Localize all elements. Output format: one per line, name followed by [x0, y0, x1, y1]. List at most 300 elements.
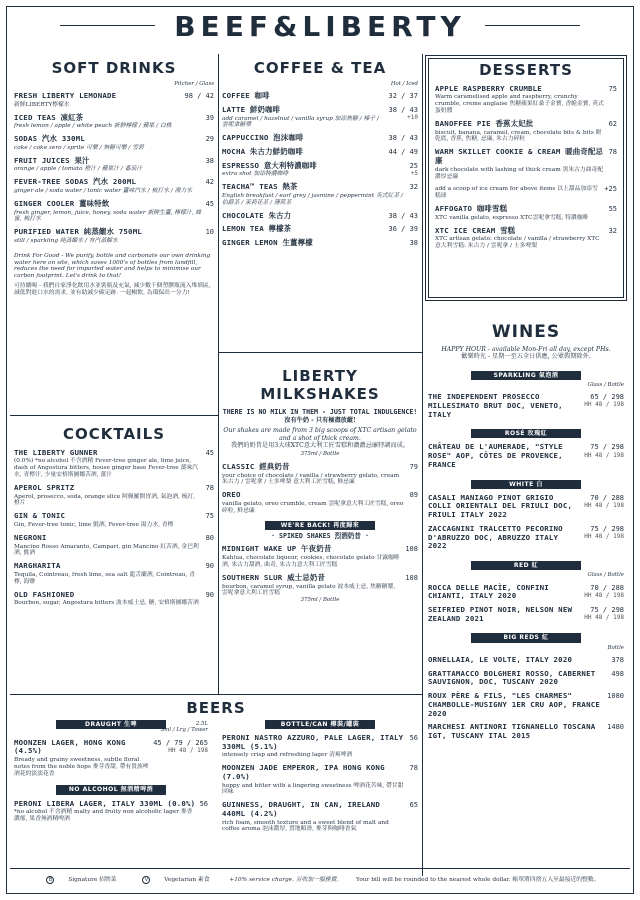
draught-size-header: 2.5L: [195, 720, 208, 727]
signature-legend: Signature 招牌菜: [68, 877, 117, 883]
price-extra: +10: [407, 114, 418, 122]
milkshake-tagline-zh: 沒有牛奶 - 只有極盡放縱!: [284, 417, 356, 425]
item-price: [410, 801, 418, 833]
section-title: BEERS: [186, 699, 246, 717]
menu-item: [222, 134, 418, 143]
item-price: [609, 205, 617, 222]
item-name: PURIFIED WATER 純蒸餾水 750ML: [14, 227, 143, 237]
menu-item: [14, 135, 214, 152]
menu-item: [222, 574, 418, 597]
item-name: OREO: [222, 490, 241, 500]
item-description: Mancino Rosso Amaranto, Campari, gin Mancino 紅苦酒, 金巴利酒, 氈酒: [14, 543, 199, 557]
menu-item: [435, 227, 617, 250]
price-value: 78: [205, 483, 214, 492]
item-name: SEIFRIED PINOT NOIR, NELSON NEW ZEALAND 2021: [428, 605, 573, 623]
happy-hour-price: HH 48 / 198: [584, 401, 624, 409]
menu-item: [222, 734, 418, 759]
item-name: MARCHESI ANTINORI TIGNANELLO TOSCANA IGT, TUSCANY ITAL 2015: [428, 722, 596, 741]
item-name: LATTE 鮮奶咖啡: [222, 104, 281, 114]
happy-hour-note-zh: 歡樂時光 - 星期一至五全日供應, 公眾假期除外.: [461, 353, 591, 361]
item-name: GUINNESS, DRAUGHT, IN CAN, IRELAND 440ML (4.2%): [222, 800, 381, 818]
item-details: [428, 656, 611, 665]
divider: [10, 868, 630, 869]
menu-item: [14, 178, 214, 195]
item-name-zh: 新鮮LIBERTY檸檬水: [14, 101, 70, 108]
section-title: WINES: [491, 322, 561, 342]
item-description: XTC vanilla gelato, espresso XTC雲呢拿雪糕, 特濃咖啡: [435, 214, 589, 221]
item-price: [388, 92, 418, 101]
wine-item: [428, 494, 624, 520]
item-details: [428, 525, 584, 551]
item-description: still / sparkling 純蒸餾水 / 有汽蒸餾水: [14, 238, 118, 244]
item-description: biscuit, banana, caramel, cream, chocolate bits & bits 餅乾底, 香蕉, 焦糖, 忌廉, 朱古力碎粒: [435, 129, 602, 143]
item-price: [206, 178, 214, 195]
wine-category-band: SPARKLING 氣泡酒: [471, 371, 581, 380]
menu-item: [14, 534, 214, 557]
divider: [10, 694, 422, 695]
item-description: add caramel / hazelnut / vanilla syrup 加添焦糖 / 榛子 / 雲呢拿糖漿: [222, 115, 379, 129]
menu-item: [14, 800, 208, 823]
bottle-band: BOTTLE/CAN 樽裝/罐裝: [265, 720, 375, 729]
item-price: [410, 491, 418, 514]
item-price: [206, 200, 214, 223]
item-details: [14, 534, 206, 557]
menu-item: [14, 157, 214, 174]
milkshake-description: Our shakes are made from 3 big scoops of XTC artisan gelato and a shot of thick cream.: [223, 427, 417, 442]
bottle-column: [222, 720, 418, 834]
price-value: 89: [409, 491, 418, 500]
item-description: extra shot 加添特濃咖啡: [222, 171, 289, 178]
item-price: [584, 606, 624, 623]
price-value: 70 / 288: [590, 583, 624, 592]
brand-logo: BEEF&LIBERTY: [0, 10, 640, 43]
price-value: 62: [608, 119, 617, 128]
price-value: 1080: [607, 692, 624, 701]
item-description: vanilla gelato, oreo crumble, cream 雲呢拿意大利工匠雪糕, oreo碎粒, 鮮忌廉: [222, 500, 404, 514]
item-details: [14, 512, 206, 529]
price-value: 65: [409, 801, 418, 810]
item-name: GINGER LEMON 生薑檸檬: [222, 238, 313, 248]
wines-section: [428, 322, 624, 741]
wine-column-header: Glass / Bottle: [587, 572, 624, 579]
item-details: [14, 484, 206, 507]
item-price: [604, 185, 617, 200]
item-price: [206, 157, 214, 174]
price-value: 65 / 298: [590, 393, 624, 402]
section-title: COFFEE & TEA: [253, 59, 387, 77]
wine-category-band: WHITE 白: [471, 480, 581, 489]
item-details: [222, 574, 405, 597]
price-value: 90: [205, 590, 214, 599]
item-price: [206, 135, 214, 152]
sustainability-note: Drink For Good - We purify, bottle and carbonate our own drinking water here on site, which saves 1000's of bottles from landfill, reduces the need for imported water and helps to minimise our carbon footprint. Let's drink to that!: [14, 252, 211, 280]
price-value: 56: [409, 733, 418, 742]
menu-item: [14, 562, 214, 585]
item-name: ZACCAGNINI TRALCETTO PECORINO D'ABRUZZO DOC, ABRUZZO ITALY 2022: [428, 523, 563, 551]
price-value: 378: [611, 655, 624, 664]
item-name: CAPPUCCINO 泡沫咖啡: [222, 133, 304, 143]
price-value: 44 / 49: [388, 147, 418, 156]
price-value: 75: [608, 84, 617, 93]
item-price: [609, 120, 617, 143]
item-price: [153, 739, 208, 778]
milkshakes-section: [222, 368, 418, 604]
item-price: [388, 148, 418, 157]
item-details: [14, 591, 206, 608]
price-value: 45: [205, 199, 214, 208]
item-price: [206, 114, 214, 131]
item-name: PERONI LIBERA LAGER, ITALY 330ML (0.0%): [14, 798, 196, 808]
item-details: [14, 178, 206, 195]
price-value: 108: [405, 545, 418, 554]
menu-item: [14, 512, 214, 529]
item-name: ESPRESSO 意大利特濃咖啡: [222, 160, 317, 170]
divider: [218, 352, 422, 353]
divider: [218, 54, 219, 694]
draught-column-header: Sml / Lrg / Tower: [160, 727, 208, 734]
milkshake-description-zh: 我們的奶昔是用3大球XTC意大利工匠雪糕和濃濃忌廉特調而成。: [230, 442, 410, 450]
item-price: [388, 106, 418, 129]
item-name: AFFOGATO 咖啡雪糕: [435, 204, 508, 214]
item-description: (0.0%) *no alcohol 不含酒精 Fever-tree ginger ale, lime juice, dash of Angostura bitters, house ginger base Fever-tree 薑味汽水, 青檸汁, 少量安格斯圖娜苦酒, 薑汁: [14, 458, 198, 479]
price-value: 38 / 43: [388, 105, 418, 114]
wine-column-header: Bottle: [607, 644, 624, 651]
item-description: XTC artisan gelato: chocolate / vanilla / strawberry XTC意大利雪糕: 朱古力 / 雲呢拿 / 士多啤梨: [435, 236, 600, 250]
item-details: [222, 491, 410, 514]
rounding-note: Your bill will be rounded to the nearest whole dollar. 帳單將四捨五入至最接近的整數。: [356, 877, 600, 883]
item-name: FRUIT JUICES 果汁: [14, 155, 90, 165]
item-name: FEVER-TREE SODAS 汽水 200ML: [14, 177, 137, 187]
item-name: GINGER COOLER 薑味特飲: [14, 198, 110, 208]
item-description: Tequila, Cointreau, fresh lime, sea salt 龍舌蘭酒, Cointreau, 青檸, 海鹽: [14, 571, 196, 585]
item-name: TEACHA™ TEAS 熱茶: [222, 182, 298, 192]
item-description: ginger ale / soda water / tonic water 薑味汽水 / 梳打水 / 湯力水: [14, 188, 193, 195]
price-value: 10: [205, 228, 214, 237]
item-details: [428, 584, 584, 601]
item-price: [584, 494, 624, 520]
item-description: Bourbon, sugar, Angostura bitters 波本威士忌, 糖, 安格斯圖娜苦酒: [14, 600, 199, 607]
vegetarian-legend: Vegetarian 素食: [164, 877, 210, 883]
price-value: 32: [608, 226, 617, 235]
price-value: 38 / 43: [388, 134, 418, 143]
menu-item: [14, 228, 214, 245]
item-details: [222, 212, 388, 221]
milkshake-size: 375ml / Bottle: [300, 451, 340, 458]
spiked-shakes-heading: · SPIKED SHAKES 烈酒奶昔 ·: [271, 531, 369, 540]
menu-item: [222, 545, 418, 568]
item-details: [14, 800, 200, 823]
item-name: ORNELLAIA, LE VOLTE, ITALY 2020: [428, 654, 573, 664]
draught-band: DRAUGHT 生啤: [56, 720, 166, 729]
section-title: SOFT DRINKS: [51, 59, 177, 77]
happy-hour-note: HAPPY HOUR - available Mon-Fri all day, except PHs.: [441, 346, 611, 354]
wine-category-band: ROSÉ 玫瑰紅: [471, 429, 581, 438]
price-value: 79: [409, 462, 418, 471]
item-details: [428, 606, 584, 623]
item-details: [222, 162, 410, 179]
column-header: Hot / Iced: [390, 80, 418, 87]
item-price: [200, 800, 208, 823]
menu-item: [222, 183, 418, 206]
item-name: CLASSIC 經典奶昔: [222, 461, 290, 471]
item-details: [428, 692, 607, 718]
item-price: [609, 85, 617, 115]
price-value: 42: [205, 178, 214, 187]
wine-column-header: Glass / Bottle: [587, 381, 624, 388]
item-details: [14, 449, 206, 479]
menu-item: [435, 85, 617, 115]
item-details: [222, 92, 388, 101]
price-value: 56: [199, 799, 208, 808]
item-name: XTC ICE CREAM 雪糕: [435, 225, 516, 235]
item-details: [14, 92, 184, 109]
item-name: MOONZEN LAGER, HONG KONG (4.5%): [14, 737, 126, 756]
price-value: 98 / 42: [184, 92, 214, 101]
price-value: 25: [409, 161, 418, 170]
cocktails-section: [14, 426, 214, 607]
item-details: [222, 545, 405, 568]
item-price: [584, 443, 624, 469]
menu-item: [222, 212, 418, 221]
price-value: 75 / 298: [590, 524, 624, 533]
menu-item: [222, 225, 418, 234]
item-description: Aperol, prosecco, soda, orange slice 阿佩羅開胃酒, 氣泡酒, 梳打, 橙片: [14, 493, 196, 507]
price-value: 75 / 298: [590, 606, 624, 615]
happy-hour-price: HH 48 / 198: [584, 614, 624, 622]
item-price: [584, 525, 624, 551]
desserts-section: [428, 58, 624, 298]
item-price: [410, 239, 418, 248]
item-details: [222, 801, 410, 833]
item-description: hoppy and bitter with a lingering sweetness 啤酒花苦味, 帶甘甜回味: [222, 782, 404, 796]
item-name: THE INDEPENDENT PROSECCO MILLESIMATO BRUT DOC, VENETO, ITALY: [428, 392, 563, 419]
item-details: [435, 148, 609, 180]
item-name: WARM SKILLET COOKIE & CREAM 暖曲奇配忌廉: [435, 147, 604, 166]
draught-column: [14, 720, 208, 834]
menu-item: [222, 92, 418, 101]
item-name: NEGRONI: [14, 532, 47, 542]
item-price: [206, 562, 214, 585]
item-details: [435, 227, 609, 250]
item-price: [388, 225, 418, 234]
column-header: Pitcher / Glass: [174, 80, 214, 87]
item-name: ICED TEAS 凍紅茶: [14, 112, 84, 122]
item-name: MIDNIGHT WAKE UP 午夜奶昔: [222, 544, 332, 554]
menu-item: [14, 484, 214, 507]
item-name: ROUX PÈRE & FILS, "LES CHARMES" CHAMBOLLE-MUSIGNY 1ER CRU AOP, FRANCE 2020: [428, 691, 601, 718]
price-extra: +5: [410, 169, 418, 177]
item-details: [222, 183, 410, 206]
item-details: [222, 764, 410, 796]
item-name: GIN & TONIC: [14, 511, 66, 521]
item-name: PERONI NASTRO AZZURO, PALE LAGER, ITALY 330ML (5.1%): [222, 732, 404, 751]
section-title: LIBERTY MILKSHAKES: [260, 367, 380, 403]
item-description: intensely crisp and refreshing lager 清爽啤酒: [222, 752, 353, 759]
item-name: APEROL SPRITZ: [14, 482, 75, 492]
milkshake-tagline: THERE IS NO MILK IN THEM - JUST TOTAL INDULGENCE!: [222, 408, 418, 417]
beers-section: [14, 700, 418, 833]
price-value: 32: [409, 183, 418, 192]
wine-item: [428, 393, 624, 419]
item-description: orange / apple / tomato 橙汁 / 蘋果汁 / 番茄汁: [14, 166, 143, 173]
item-details: [222, 148, 388, 157]
item-name: SODAS 汽水 330ML: [14, 134, 85, 144]
item-description: dark chocolate with lashing of thick cream 黑朱古力曲奇配濃厚忌廉: [435, 166, 604, 180]
item-details: [222, 225, 388, 234]
item-details: [14, 228, 206, 245]
no-alcohol-band: NO ALCOHOL 無酒精啤酒: [56, 785, 166, 794]
menu-item: [222, 463, 418, 486]
menu-item: [14, 449, 214, 479]
item-description: *no alcohol 不含酒精 malty and fruity non alcoholic lager 麥香濃郁, 果香無酒精啤酒: [14, 809, 193, 823]
menu-item: [435, 185, 617, 200]
item-details: [14, 562, 206, 585]
item-description: Warm caramelised apple and raspberry, crunchy crumble, creme anglaise 焦糖蘋果紅桑子金寶, 香脆金寶, 英式蛋奶醬: [435, 94, 604, 115]
happy-hour-price: HH 48 / 198: [584, 501, 624, 509]
price-value: 32 / 37: [388, 92, 418, 101]
item-name: MOCHA 朱古力鮮奶咖啡: [222, 146, 304, 156]
menu-item: [435, 205, 617, 222]
item-description: Bready and grainy sweetness, subtle floral notes from the noble hops 麥芽香甜, 帶有貴族啤酒花的淡淡花香: [14, 756, 149, 777]
item-description: fresh ginger, lemon, juice, honey, soda water 新鮮生薑, 檸檬汁, 蜂蜜, 梳打水: [14, 209, 202, 223]
menu-item: [435, 120, 617, 143]
section-title: DESSERTS: [479, 61, 573, 79]
item-name: BANOFFEE PIE 香蕉太妃批: [435, 118, 534, 128]
price-value: 1480: [607, 723, 624, 732]
item-description: your choice of chocolate / vanilla / strawberry gelato, cream 朱古力 / 雲呢拿 / 士多啤梨 意大利工匠雪糕, 鮮忌廉: [222, 472, 400, 486]
price-value: 80: [205, 533, 214, 542]
wine-item: [428, 723, 624, 740]
item-name: FRESH LIBERTY LEMONADE: [14, 91, 117, 101]
wine-category-band: BIG REDS 紅: [471, 633, 581, 642]
item-name: COFFEE 咖啡: [222, 91, 270, 101]
item-name: GRATTAMACCO BOLGHERI ROSSO, CABERNET SAUVIGNON, DOC, TUSCANY 2020: [428, 668, 596, 687]
item-price: [405, 574, 418, 597]
happy-hour-price: HH 48 / 198: [584, 533, 624, 541]
item-price: [584, 393, 624, 419]
price-value: 36 / 39: [388, 225, 418, 234]
happy-hour-price: HH 48 / 198: [584, 591, 624, 599]
price-value: 75: [205, 512, 214, 521]
menu-item: [222, 162, 418, 179]
item-name: CASALI MANIAGO PINOT GRIGIO COLLI ORIENTALI DEL FRIULI DOC, FRIULI ITALY 2022: [428, 492, 573, 520]
item-name: SOUTHERN SLUR 威士忌奶昔: [222, 572, 326, 582]
item-details: [428, 670, 611, 687]
wine-item: [428, 656, 624, 665]
price-value: 78: [409, 764, 418, 773]
wine-item: [428, 443, 624, 469]
item-price: [184, 92, 214, 109]
menu-item: [435, 148, 617, 180]
item-details: [14, 157, 206, 174]
section-title: COCKTAILS: [62, 425, 165, 443]
item-details: [222, 134, 388, 143]
item-name: ROCCA DELLE MACÌE, CONFINI CHIANTI, ITALY 2020: [428, 582, 549, 601]
wine-item: [428, 584, 624, 601]
price-value: 90: [205, 562, 214, 571]
service-charge-note: +10% service charge. 另收加一服務費。: [229, 877, 343, 883]
footer: [0, 876, 640, 884]
spiked-size: 375ml / Bottle: [300, 597, 340, 604]
item-price: [206, 484, 214, 507]
item-price: [405, 545, 418, 568]
item-name: MOONZEN JADE EMPEROR, IPA HONG KONG (7.0%): [222, 763, 385, 781]
item-price: [607, 723, 624, 740]
signature-icon: B: [46, 876, 54, 884]
price-value: 38: [409, 239, 418, 248]
item-details: [14, 739, 153, 778]
item-details: [435, 85, 609, 115]
menu-item: [222, 491, 418, 514]
item-description: bourbon, caramel syrup, vanilla gelato 波本威士忌, 焦糖糖漿, 雲呢拿意大利工匠雪糕: [222, 583, 396, 597]
item-price: [388, 134, 418, 143]
price-value: 75 / 298: [590, 443, 624, 452]
item-name: MARGHARITA: [14, 561, 61, 571]
menu-item: [222, 764, 418, 796]
price-value: 38 / 43: [388, 211, 418, 220]
price-value: 45: [205, 448, 214, 457]
menu-item: [14, 92, 214, 109]
menu-item: [14, 591, 214, 608]
menu-item: [222, 239, 418, 248]
wine-category-band: RED 紅: [471, 561, 581, 570]
price-value: 70 / 288: [590, 493, 624, 502]
item-price: [611, 656, 624, 665]
item-price: [206, 534, 214, 557]
item-name: CHOCOLATE 朱古力: [222, 210, 292, 220]
item-price: [206, 591, 214, 608]
item-details: [14, 200, 206, 223]
item-price: [609, 227, 617, 250]
price-value: 55: [608, 205, 617, 214]
item-details: [428, 494, 584, 520]
item-price: [206, 512, 214, 529]
menu-item: [14, 200, 214, 223]
item-price: [206, 449, 214, 479]
price-value: 498: [611, 669, 624, 678]
item-description: English breakfast / earl grey / jasmine / peppermint 英式紅茶 / 伯爵茶 / 茉莉花茶 / 薄荷茶: [222, 192, 403, 206]
menu-item: [222, 801, 418, 833]
sustainability-note-zh: 可持續喝 - 我們自家淨化飲用水並裝瓶及充氣, 減少數千個塑膠瓶流入堆填區, 減低對進口水的需求, 並有助減少碳足跡. 一起暢飲, 為環保出一分力!: [14, 283, 211, 296]
price-value: 78: [608, 148, 617, 157]
item-details: [435, 205, 609, 222]
price-value: 108: [405, 573, 418, 582]
item-details: [222, 239, 410, 248]
menu-item: [14, 739, 208, 778]
price-value: 45 / 79 / 265: [153, 738, 208, 747]
wine-item: [428, 670, 624, 687]
item-details: [14, 135, 206, 152]
price-value: 29: [205, 135, 214, 144]
item-price: [388, 212, 418, 221]
menu-item: [14, 114, 214, 131]
wine-item: [428, 692, 624, 718]
item-name: THE LIBERTY GUNNER: [14, 447, 98, 457]
item-details: [222, 734, 410, 759]
item-description: rich foam, smooth texture and a sweet blend of malt and coffee aroma 泡沫濃厚, 質地順滑, 麥芽與咖啡香氣: [222, 819, 389, 833]
item-name: LEMON TEA 檸檬茶: [222, 224, 292, 234]
price-value: +25: [604, 185, 617, 194]
item-price: [609, 148, 617, 180]
were-back-band: WE'RE BACK! 再度歸來: [265, 521, 375, 530]
item-description: Kahlua, chocolate liqueur, cookies, chocolate gelato 甘露咖啡酒, 朱古力甜酒, 曲奇, 朱古力意大利工匠雪糕: [222, 555, 400, 568]
menu-item: [222, 106, 418, 129]
coffee-section: [222, 60, 418, 248]
happy-hour-price: HH 48 / 198: [168, 746, 208, 754]
item-description: Gin, Fever-tree tonic, lime 氈酒, Fever-tree 湯力水, 青檸: [14, 522, 174, 529]
item-price: [410, 734, 418, 759]
item-details: [428, 443, 584, 469]
